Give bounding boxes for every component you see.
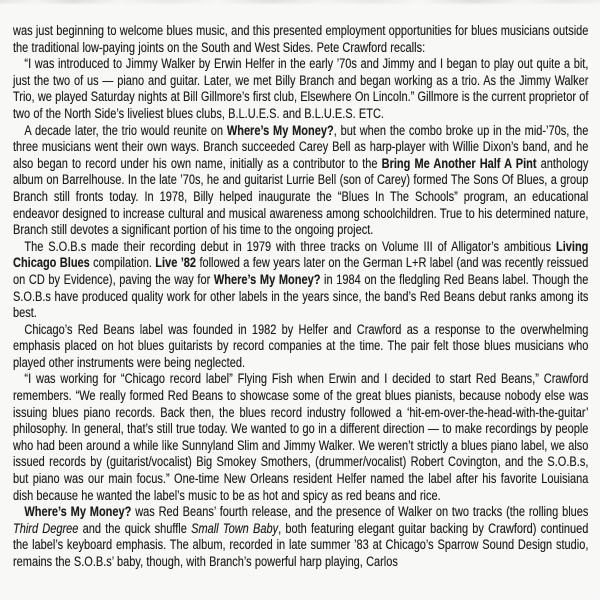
liner-notes-page	[13, 23, 588, 571]
paragraph	[13, 123, 588, 239]
body-text: followed a few years later on the German L+R label (and was recently reissued on CD by Evidence), paving the way for	[13, 255, 589, 287]
emphasized-text: Where’s My Money?	[213, 271, 321, 287]
body-text: The S.O.B.s made their recording debut in 1979 with three tracks on Volume III of Alligator’s ambitious	[24, 238, 556, 254]
emphasized-text: Where’s My Money?	[24, 504, 132, 520]
body-text: and the quick shuffle	[78, 520, 192, 536]
body-text: “I was introduced to Jimmy Walker by Erwin Helfer in the early ’70s and Jimmy and I began to play out quite a bit, just the two of us — piano and guitar. Later, we met Billy Branch and began working as a trio. As the Jimmy Walker Trio, we played Saturday nights at Bill Gillmore’s first club, Elsewhere On Lincoln.” Gillmore is the current proprietor of two of the North Side’s liveliest blues clubs, B.L.U.E.S. and B.L.U.E.S. ETC.	[13, 56, 589, 121]
emphasized-text: Small Town Baby	[191, 520, 279, 536]
emphasized-text: Live ’82	[155, 255, 197, 271]
paragraph	[13, 239, 588, 322]
paragraph	[13, 322, 588, 372]
body-text: in 1984 on the fledgling Red Beans label. Though the S.O.B.s have produced quality work for other labels in the years since, the band’s Red Beans debut ranks among its best.	[13, 271, 589, 321]
paragraph	[13, 504, 588, 570]
paragraph	[13, 56, 588, 122]
body-text: was Red Beans’ fourth release, and the presence of Walker on two tracks (the rolling blues	[131, 504, 589, 520]
body-text: was just beginning to welcome blues music, and this presented employment opportunities for blues musicians outside the traditional low-paying joints on the South and West Sides. Pete Crawford recalls:	[13, 23, 589, 55]
body-text: “I was working for “Chicago record label” Flying Fish when Erwin and I decided to start Red Beans,” Crawford remembers. “We really formed Red Beans to showcase some of the great blues pianists, because nobody else was issuing blues piano records. Back then, the blues record industry followed a ‘hit-em-over-the-head-with-the-guitar’ philosophy. In general, that’s still true today. We wanted to go in a different direction — to make recordings by people who had been around a while like Sunnyland Slim and Jimmy Walker. We weren’t strictly a blues piano label, we also issued records by (guitarist/vocalist) Big Smokey Smothers, (drummer/vocalist) Robert Covington, and the S.O.B.s, but piano was our main focus.” One-time New Orleans resident Helfer named the label after his favorite Louisiana dish because he wanted the label’s music to be as hot and spicy as red beans and rice.	[13, 371, 589, 503]
emphasized-text: Living Chicago Blues	[13, 238, 589, 271]
paragraph	[13, 371, 588, 504]
body-text: anthology album on Barrelhouse. In the late ’70s, he and guitarist Lurrie Bell (son of Carey) formed The Sons Of Blues, a group Branch still fronts today. In 1978, Billy helped inaugurate the “Blues In The Schools” program, an educational endeavor designed to increase cultural and musical awareness among schoolchildren. True to his determined nature, Branch still devotes a significant portion of his time to the ongoing project.	[13, 155, 589, 238]
body-text: A decade later, the trio would reunite on	[24, 122, 227, 138]
body-text: Chicago’s Red Beans label was founded in 1982 by Helfer and Crawford as a response to the overwhelming emphasis placed on hot blues guitarists by record companies at the time. The pair felt those blues musicians who played other instruments were being neglected.	[13, 321, 589, 370]
body-text: , both featuring elegant guitar backing by Crawford) continued the label’s keyboard emphasis. The album, recorded in late summer ’83 at Chicago’s Sparrow Sound Design studio, remains the S.O.B.s’ baby, though, with Branch’s powerful harp playing, Carlos	[13, 520, 589, 569]
scan-edge-artifact	[0, 0, 600, 5]
body-text: compilation.	[89, 255, 156, 271]
body-text: , but when the combo broke up in the mid-’70s, the three musicians went their own ways. Branch succeeded Carey Bell as harp-player with Willie Dixon’s band, and he also began to record under his own name, initially as a contributor to the	[13, 122, 589, 171]
emphasized-text: Third Degree	[13, 520, 79, 536]
emphasized-text: Where’s My Money?	[226, 122, 334, 138]
emphasized-text: Bring Me Another Half A Pint	[381, 155, 537, 171]
paragraph	[13, 23, 588, 56]
